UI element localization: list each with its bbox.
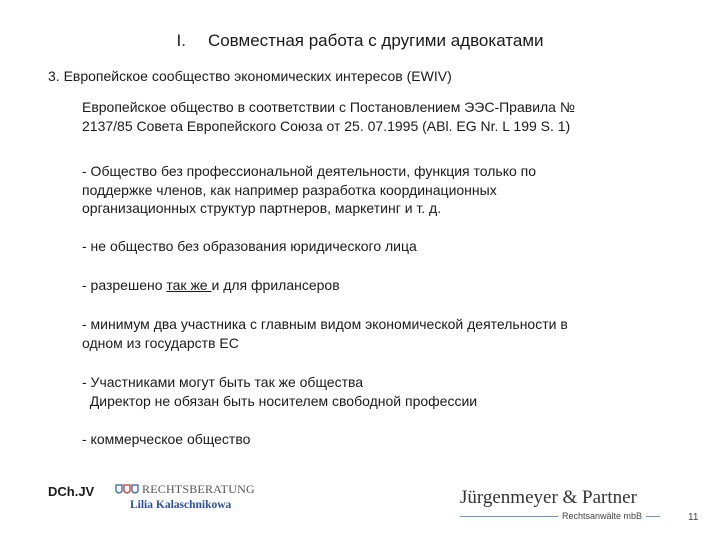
paragraph-line: Европейское общество в соответствии с Постановлением ЭЭС-Правила № xyxy=(82,99,575,115)
title-text: Совместная работа с другими адвокатами xyxy=(207,31,544,50)
firm-logo xyxy=(460,487,660,521)
text-after: и для фрилансеров xyxy=(211,277,340,293)
paragraph-line: организационных структур партнеров, маркетинг и т. д. xyxy=(82,200,442,216)
paragraph-line xyxy=(82,276,682,295)
paragraph-line: - коммерческое общество xyxy=(82,431,251,447)
paragraph-line: - Общество без профессиональной деятельности, функция только по xyxy=(82,163,537,179)
paragraph-legal-entity xyxy=(82,237,682,256)
page-number: 11 xyxy=(688,512,699,523)
paragraph-line: одном из государств ЕС xyxy=(82,334,239,351)
paragraph-participants xyxy=(82,315,682,352)
rechtsberatung-row xyxy=(114,482,255,497)
divider xyxy=(460,516,558,517)
paragraph-companies xyxy=(82,373,682,410)
section-heading: 3. Европейское сообщество экономических интересов (EWIV) xyxy=(48,68,452,84)
underlined-text: так же xyxy=(166,277,212,293)
rechtsberatung-block xyxy=(114,482,255,511)
divider xyxy=(646,516,660,517)
lawyer-name: Lilia Kalaschnikowa xyxy=(130,499,232,511)
firm-subtitle: Rechtsanwälte mbB xyxy=(561,511,642,521)
paragraph-line: Директор не обязан быть носителем свободной профессии xyxy=(82,392,478,409)
paragraph-line: поддержке членов, как например разработка координационных xyxy=(82,181,497,198)
paragraph-freelancers xyxy=(82,276,682,295)
paragraph-function xyxy=(82,162,682,218)
firm-subtitle-row xyxy=(460,511,660,521)
title-number: I. xyxy=(176,31,186,50)
text-before: - разрешено xyxy=(82,277,167,293)
paragraph-line: - минимум два участника с главным видом экономической деятельности в xyxy=(82,316,568,332)
rb-logo-icon xyxy=(114,483,140,497)
paragraph-line: - Участниками могут быть так же общества xyxy=(82,374,364,390)
paragraph-line: - не общество без образования юридического лица xyxy=(82,238,417,254)
paragraph-regulation xyxy=(82,98,682,135)
firm-name: Jürgenmeyer & Partner xyxy=(460,487,637,508)
slide-title xyxy=(0,31,720,51)
paragraph-commercial xyxy=(82,430,682,449)
footer-dchjv-label: DCh.JV xyxy=(48,484,95,499)
rechtsberatung-text: RECHTSBERATUNG xyxy=(142,482,255,496)
paragraph-line: 2137/85 Совета Европейского Союза от 25. 07.1995 (ABl. EG Nr. L 199 S. 1) xyxy=(82,117,571,134)
